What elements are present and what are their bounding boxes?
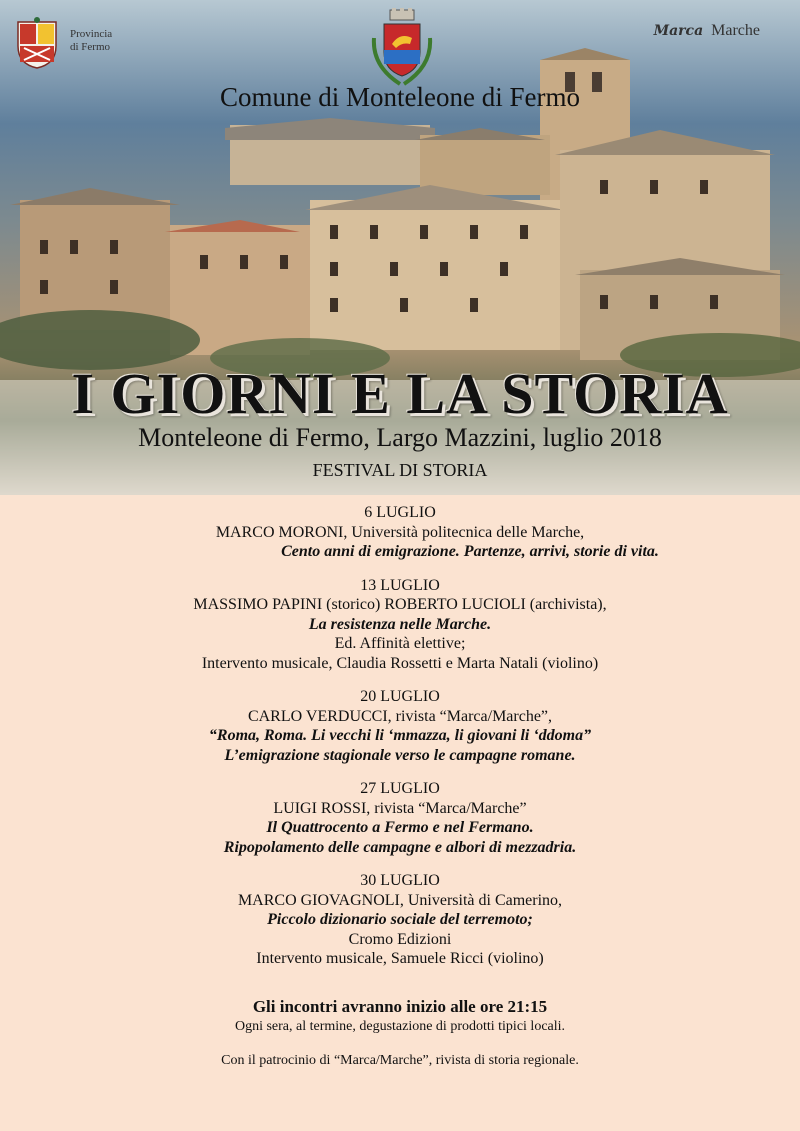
comune-coat-of-arms-icon [366,8,438,90]
event-date: 20 LUGLIO [360,688,440,705]
event-speaker: MASSIMO PAPINI (storico) ROBERTO LUCIOLI (archivista), [193,596,607,613]
event-item [0,871,800,969]
event-item [0,687,800,765]
event-date: 13 LUGLIO [360,576,440,594]
provincia-label: Provincia di Fermo [70,28,113,53]
event-talk-title: Cento anni di emigrazione. Partenze, arrivi, storie di vita. [281,543,659,560]
tasting-note: Ogni sera, al termine, degustazione di prodotti tipici locali. [234,1019,566,1034]
comune-title: Comune di Monteleone di Fermo [220,82,580,112]
festival-location-date: Monteleone di Fermo, Largo Mazzini, luglio 2018 [138,423,662,452]
event-talk-subtitle: Ripopolamento delle campagne e albori di mezzadria. [223,838,577,856]
event-speaker: MARCO GIOVAGNOLI, Università di Camerino, [237,891,563,909]
festival-tagline: FESTIVAL DI STORIA [312,460,488,480]
event-publisher: Cromo Edizioni [348,930,452,948]
event-talk-title: “Roma, Roma. Li vecchi li ‘mmazza, li giovani li ‘ddoma” [208,727,592,744]
event-item [0,576,800,674]
event-date: 27 LUGLIO [360,780,440,797]
marca-marche-logo: Marca Marche [653,22,760,39]
event-talk-subtitle: L’emigrazione stagionale verso le campagne romane. [224,746,576,764]
event-speaker: LUIGI ROSSI, rivista “Marca/Marche” [273,799,527,817]
hero-illustration [0,0,800,495]
event-item [0,503,800,562]
event-speaker: MARCO MORONI, Università politecnica delle Marche, [215,523,585,541]
event-item [0,779,800,857]
festival-title: I GIORNI E LA STORIA [71,361,729,426]
event-music: Intervento musicale, Samuele Ricci (violino) [256,950,544,967]
event-date: 30 LUGLIO [360,872,440,889]
event-talk-title: La resistenza nelle Marche. [308,615,492,633]
patronage-note: Con il patrocinio di “Marca/Marche”, rivista di storia regionale. [221,1053,579,1068]
event-talk-title: Piccolo dizionario sociale del terremoto; [267,911,533,928]
event-music: Intervento musicale, Claudia Rossetti e Marta Natali (violino) [201,654,599,672]
provincia-coat-of-arms-icon [14,16,60,70]
footer-info [0,997,800,1069]
event-talk-title: Il Quattrocento a Fermo e nel Fermano. [266,819,534,836]
event-publisher: Ed. Affinità elettive; [334,635,466,652]
program-list [0,503,800,983]
start-time-note: Gli incontri avranno inizio alle ore 21:15 [252,997,548,1016]
event-speaker: CARLO VERDUCCI, rivista “Marca/Marche”, [247,707,553,725]
event-date: 6 LUGLIO [364,504,436,521]
